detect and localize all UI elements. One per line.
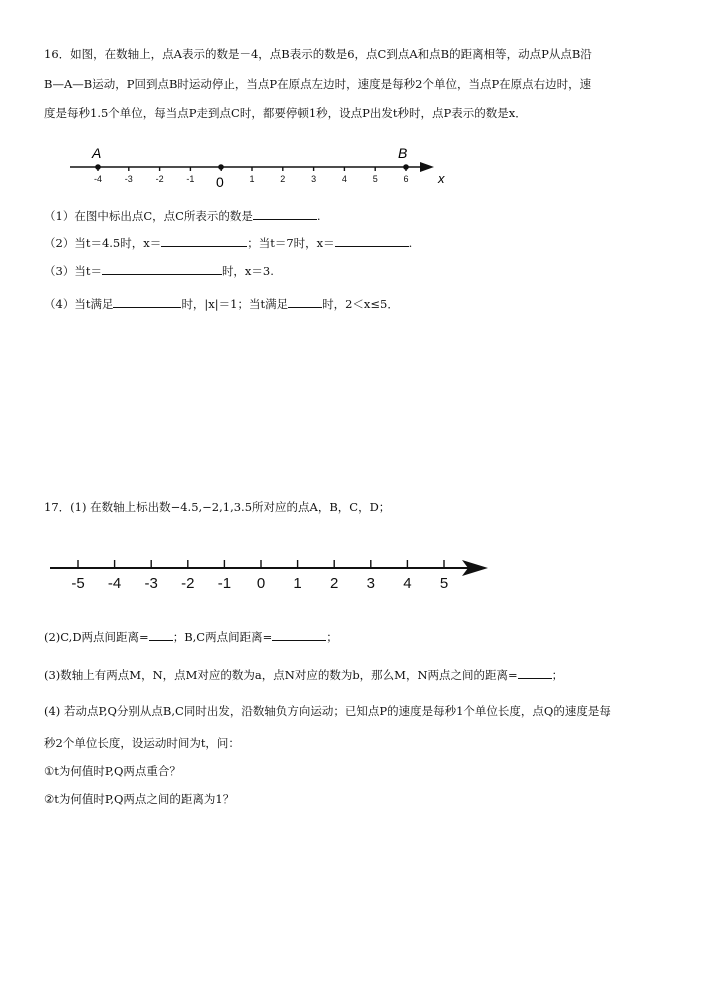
q16-axis-tick-label: -2 bbox=[155, 174, 164, 184]
q17-axis-tick-label: -3 bbox=[144, 575, 158, 592]
q16-sub3-text-a: （3）当t＝ bbox=[44, 264, 102, 278]
q16-sub2-blank-1[interactable] bbox=[161, 234, 247, 247]
q16-sub2-blank-2[interactable] bbox=[335, 234, 409, 247]
q16-origin-dot bbox=[218, 164, 224, 170]
q16-axis-tick-label: 2 bbox=[280, 174, 286, 184]
q16-sub3-blank[interactable] bbox=[102, 262, 222, 275]
q17-question-2: ②t为何值时P,Q两点之间的距离为1？ bbox=[44, 792, 235, 806]
q17-axis-tick-label: -1 bbox=[217, 575, 232, 592]
q16-sub1-end: . bbox=[316, 209, 321, 223]
q16-sub1 bbox=[44, 207, 321, 224]
q16-axis-tick-label: 6 bbox=[403, 174, 409, 184]
q17-part2-text-a: (2)C,D两点间距离= bbox=[44, 630, 149, 644]
q16-sub2-text-a: （2）当t＝4.5时，x＝ bbox=[44, 236, 162, 250]
q16-label-x: x bbox=[438, 171, 445, 186]
q16-sub1-text: （1）在图中标出点C，点C所表示的数是 bbox=[44, 209, 253, 223]
q16-sub4-blank-2[interactable] bbox=[288, 295, 322, 308]
q16-label-b: B bbox=[398, 145, 408, 161]
q16-axis-tick-label: -3 bbox=[124, 174, 133, 184]
q16-sub1-blank[interactable] bbox=[253, 207, 317, 220]
q17-part1 bbox=[44, 499, 390, 515]
q17-part2-text-b: ；B,C两点间距离= bbox=[172, 630, 273, 644]
q16-sub2-end: . bbox=[408, 236, 413, 250]
q16-sub4-text-b: 时，|x|＝1；当t满足 bbox=[181, 297, 289, 311]
q16-sub3-text-b: 时，x＝3. bbox=[221, 264, 274, 278]
q16-sub4-text-c: 时，2＜x≤5． bbox=[322, 297, 399, 311]
q17-part1-text: (1) 在数轴上标出数−4.5,−2,1,3.5所对应的点A，B，C，D； bbox=[70, 500, 391, 514]
q17-part3-text: (3)数轴上有两点M，N，点M对应的数为a，点N对应的数为b，那么M，N两点之间的距离= bbox=[44, 668, 518, 682]
q17-part2 bbox=[44, 628, 338, 645]
q17-part3 bbox=[44, 666, 563, 683]
q16-axis-tick-label: -4 bbox=[93, 174, 103, 184]
q17-axis-tick-label: 1 bbox=[293, 575, 302, 592]
q17-part3-end: ； bbox=[551, 668, 564, 682]
q16-intro-line-2: B—A—B运动，P回到点B时运动停止，当点P在原点左边时，速度是每秒2个单位，当点P在原点右边时，速 bbox=[44, 77, 592, 91]
q16-label-a: A bbox=[92, 145, 102, 161]
q17-number: 17． bbox=[44, 500, 71, 514]
q17-part2-end: ； bbox=[326, 630, 338, 644]
q16-axis-tick-label: -1 bbox=[186, 174, 195, 184]
q17-part2-blank-2[interactable] bbox=[272, 628, 326, 641]
q16-sub2-text-b: ；当t＝7时，x＝ bbox=[247, 236, 335, 250]
q17-number-line bbox=[0, 545, 707, 605]
q17-axis-tick-label: -4 bbox=[107, 575, 122, 592]
q17-part4-line-1: (4) 若动点P,Q分别从点B,C同时出发，沿数轴负方向运动；已知点P的速度是每秒1个单位长度，点Q的速度是每 bbox=[44, 704, 611, 718]
q17-axis-tick-label: 3 bbox=[366, 575, 375, 592]
q16-axis-tick-label: 1 bbox=[249, 174, 255, 184]
q16-axis-tick-label: 4 bbox=[341, 174, 347, 184]
q16-axis-tick-label: 3 bbox=[311, 174, 317, 184]
q16-intro-text-1: 如图，在数轴上，点A表示的数是－4，点B表示的数是6，点C到点A和点B的距离相等，动点P从点B沿 bbox=[70, 47, 592, 61]
q16-intro-line-1 bbox=[44, 46, 592, 62]
q16-zero-label: 0 bbox=[216, 174, 224, 190]
q16-point-b-dot bbox=[403, 164, 409, 170]
q17-axis-tick-label: -2 bbox=[181, 575, 195, 592]
q17-axis-tick-label: -5 bbox=[71, 575, 85, 592]
q16-number-line bbox=[0, 138, 707, 198]
q17-axis-tick-label: 2 bbox=[330, 575, 339, 592]
q17-axis-tick-label: 4 bbox=[403, 575, 412, 592]
q17-part4-line-2: 秒2个单位长度，设运动时间为t，问： bbox=[44, 736, 240, 750]
q16-sub3 bbox=[44, 262, 274, 279]
q16-intro-line-3: 度是每秒1.5个单位，每当点P走到点C时，都要停顿1秒，设点P出发t秒时，点P表示的数是x． bbox=[44, 106, 527, 120]
q17-axis-tick-label: 5 bbox=[439, 575, 449, 592]
q17-question-1: ①t为何值时P,Q两点重合？ bbox=[44, 764, 181, 778]
q17-part3-blank[interactable] bbox=[518, 666, 552, 679]
q16-sub4-text-a: （4）当t满足 bbox=[44, 297, 114, 311]
q17-axis-tick-label: 0 bbox=[256, 575, 266, 592]
q16-sub2 bbox=[44, 234, 412, 251]
q16-axis-tick-label: 5 bbox=[372, 174, 378, 184]
q16-point-a-dot bbox=[95, 164, 101, 170]
q17-part2-blank-1[interactable] bbox=[149, 628, 173, 641]
q16-number: 16． bbox=[44, 47, 71, 61]
q16-axis-arrow bbox=[420, 162, 434, 172]
q16-sub4-blank-1[interactable] bbox=[113, 295, 181, 308]
q16-sub4 bbox=[44, 295, 399, 312]
